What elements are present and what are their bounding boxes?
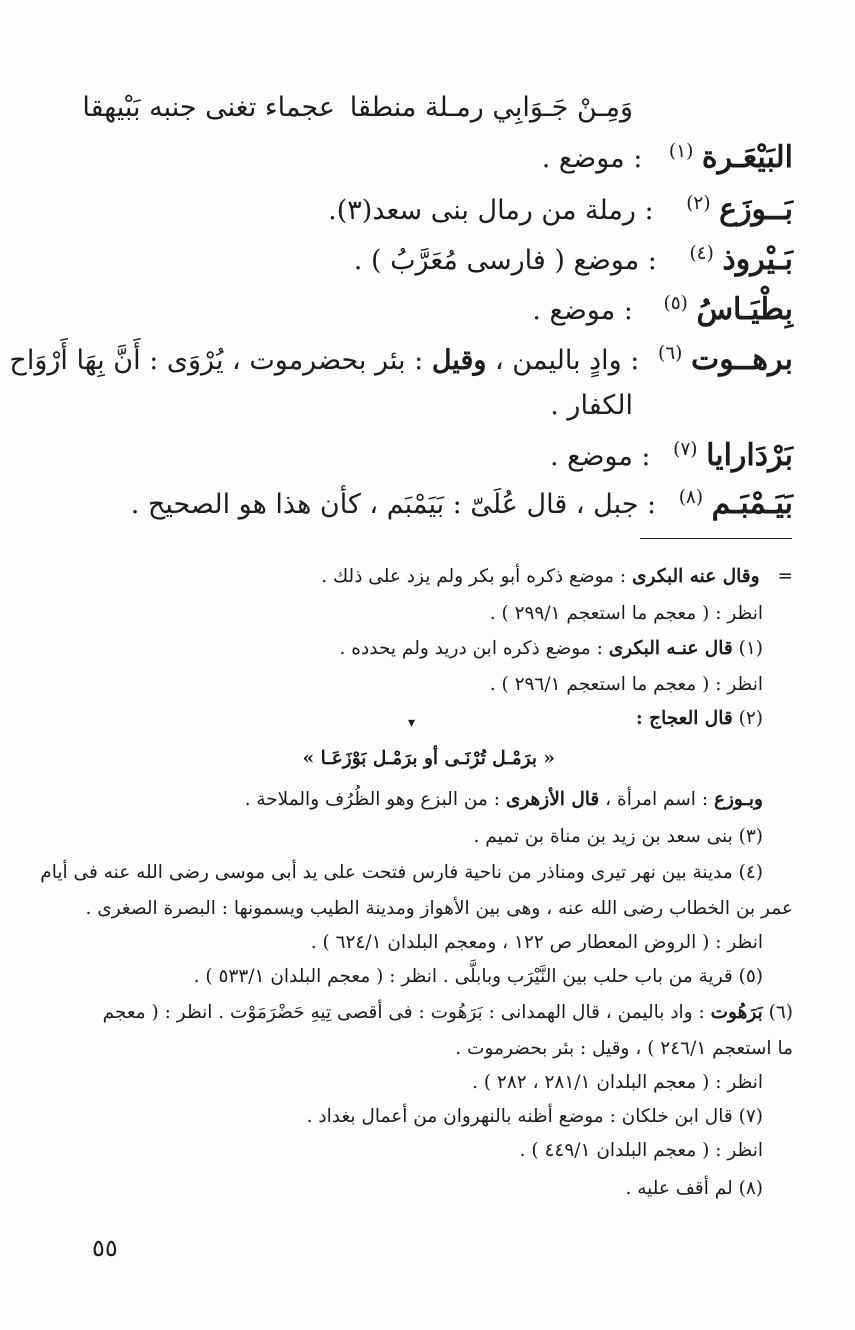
entry-text: : موضع ( فارسى مُعَرَّبُ ) . bbox=[353, 245, 657, 276]
entry-text-rest: : بئر بحضرموت ، يُرْوَى : أَنَّ بِهَا أَرْوَاح bbox=[9, 345, 424, 376]
entry-text: : جبل ، قال عُلَىّ : بَيَمْبَم ، كأن هذا هو الصحيح . bbox=[130, 489, 657, 520]
footnote-text: : من البزع وهو الظُرُف والملاحة . bbox=[244, 789, 500, 810]
footnote-7-line-2: انظر : ( معجم البلدان ٤٤٩/١ ) . bbox=[519, 1140, 763, 1161]
page-number: ٥٥ bbox=[92, 1234, 118, 1262]
footnote-ref: انظر : ( معجم ما استعجم ٢٩٦/١ ) . bbox=[489, 674, 763, 695]
footnote-4-line-2: عمر بن الخطاب رضى الله عنه ، وهى بين الأهواز ومدينة الطيب ويسمونها : البصرة الصغرى . bbox=[85, 898, 793, 919]
headword: بَـيْروذ bbox=[722, 242, 793, 277]
entry-4 bbox=[532, 292, 793, 327]
entry-5 bbox=[9, 342, 793, 377]
verse-hemistich-left: عجماء تغنى جنبه بَبْيهقا bbox=[82, 92, 335, 123]
footnote-text: : موضع ذكره أبو بكر ولم يزد على ذلك . bbox=[321, 566, 627, 587]
headword: البَيْعَـرة bbox=[701, 140, 793, 175]
headword: بَيَـمْبَـم bbox=[711, 486, 793, 521]
footnote-number: (٢) bbox=[738, 708, 763, 729]
footnote-4-line-1: (٤) مدينة بين نهر تيرى ومناذر من ناحية فارس فتحت على يد أبى موسى رضى الله عنه فى أيام bbox=[40, 862, 763, 883]
footnote-2-line-2 bbox=[245, 789, 763, 810]
footnote-5: (٥) قرية من باب حلب بين النَّيْرَب وبابلَّى . انظر : ( معجم البلدان ٥٣٣/١ ) . bbox=[193, 966, 763, 987]
footnote-6-line-2: ما استعجم ٢٤٦/١ ) ، وقيل : بئر بحضرموت . bbox=[455, 1038, 793, 1059]
footnote-marker: (٤) bbox=[689, 243, 714, 264]
footnote-marker: (٧) bbox=[673, 439, 698, 460]
verse-hemistich-right: وَمِـنْ جَـوَابِي رمـلة منطقا bbox=[349, 92, 633, 123]
footnote-2 bbox=[636, 708, 763, 729]
footnote-7-line-1: (٧) قال ابن خلكان : موضع أظنه بالنهروان من أعمال بغداد . bbox=[306, 1106, 763, 1127]
entry-text-bold: وقيل bbox=[431, 345, 487, 376]
footnote-continuation bbox=[321, 566, 793, 587]
footnote-6-line-1 bbox=[103, 1002, 793, 1023]
continuation-marker: = bbox=[777, 566, 793, 587]
entry-text: : موضع . bbox=[549, 441, 651, 472]
headword: بِطْيَـاسُ bbox=[696, 292, 793, 327]
footnote-divider bbox=[640, 538, 792, 539]
footnote-marker: (٦) bbox=[657, 343, 683, 364]
footnote-bold: بَرَهُوت bbox=[710, 1002, 763, 1023]
footnote-bold: وقال عنه البكرى bbox=[632, 566, 760, 587]
entry-2 bbox=[328, 192, 793, 227]
footnote-8: (٨) لم أقف عليه . bbox=[625, 1178, 763, 1199]
footnote-text: : اسم امرأة ، bbox=[605, 789, 709, 810]
footnote-marker: (٥) bbox=[663, 293, 688, 314]
headword: بَــوزَع bbox=[719, 192, 793, 227]
footnote-marker: (١) bbox=[668, 141, 694, 162]
entry-text: : رملة من رمال بنى سعد(٣). bbox=[328, 195, 654, 226]
footnote-number: (١) bbox=[738, 638, 763, 659]
entry-text: : موضع . bbox=[541, 143, 643, 174]
footnote-4-line-3: انظر : ( الروض المعطار ص ١٢٢ ، ومعجم البلدان ٦٢٤/١ ) . bbox=[310, 932, 763, 953]
footnote-marker: (٨) bbox=[678, 487, 704, 508]
stray-mark: ▾ bbox=[408, 715, 416, 731]
footnote-3: (٣) بنى سعد بن زيد بن مناة بن تميم . bbox=[473, 826, 763, 847]
footnote-bold: وبـوزع bbox=[713, 789, 763, 810]
footnote-text: : موضع ذكره ابن دريد ولم يحدده . bbox=[339, 638, 603, 659]
entry-text-prefix: : وادٍ باليمن ، bbox=[494, 345, 640, 376]
headword: بَرْدَارايا bbox=[706, 438, 793, 473]
footnote-6-line-3: انظر : ( معجم البلدان ٢٨١/١ ، ٢٨٢ ) . bbox=[472, 1072, 763, 1093]
footnote-bold: قال الأزهرى bbox=[505, 789, 600, 810]
footnote-bold: قال العجاج : bbox=[635, 708, 733, 729]
entry-7 bbox=[131, 486, 793, 521]
entry-3 bbox=[354, 242, 793, 277]
entry-6 bbox=[550, 438, 793, 473]
footnote-marker: (٢) bbox=[686, 193, 711, 214]
footnote-verse: « برَمْـل تُرْنَـى أو برَمْـل بَوْزَعَـا » bbox=[302, 748, 555, 769]
headword: برهــوت bbox=[690, 342, 793, 377]
entry-text: : موضع . bbox=[532, 295, 633, 326]
footnote-text: : واد باليمن ، قال الهمدانى : بَرَهُوت : فى أقصى تِيهِ حَضْرَمَوْت . انظر : ( معجم bbox=[102, 1002, 705, 1023]
footnote-number: (٦) bbox=[768, 1002, 793, 1023]
footnote-bold: قال عنـه البكرى bbox=[608, 638, 733, 659]
footnote-1 bbox=[340, 638, 763, 659]
entry-5-continuation: الكفار . bbox=[550, 390, 633, 421]
footnote-ref: انظر : ( معجم ما استعجم ٢٩٩/١ ) . bbox=[489, 603, 763, 624]
entry-1 bbox=[542, 140, 793, 175]
